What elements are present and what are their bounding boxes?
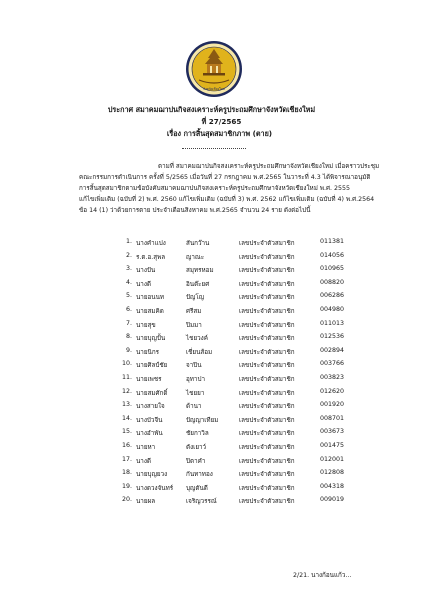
member-first-name: นางดี <box>136 457 152 465</box>
member-row <box>0 347 423 360</box>
member-first-name: นางสายใจ <box>136 403 165 411</box>
member-number: 4. <box>125 278 132 286</box>
member-id-label: เลขประจำตัวสมาชิก <box>239 335 295 343</box>
member-row <box>0 252 423 265</box>
member-number: 5. <box>125 292 132 300</box>
member-row <box>0 333 423 346</box>
member-id: 008820 <box>320 278 345 286</box>
member-id: 004980 <box>320 306 345 313</box>
member-id: 003823 <box>320 374 345 381</box>
member-row <box>0 320 423 333</box>
body-line-5: ข้อ 14 (1) ว่าด้วยการตาย ประจำเดือนสิงหาคม พ.ศ.2565 จำนวน 24 ราย ดังต่อไปนี้ <box>79 207 311 214</box>
member-last-name: ไชยวงค์ <box>186 335 208 343</box>
member-number: 12. <box>121 387 132 395</box>
member-id: 002894 <box>320 346 345 354</box>
member-last-name: อินต๊ะยศ <box>186 280 210 288</box>
seal-caption: จังหวัดเชียงใหม่ <box>203 87 225 91</box>
member-last-name: สมุทรหอม <box>186 267 214 275</box>
member-id: 008701 <box>320 414 345 422</box>
member-last-name: ตังเยาว์ <box>186 444 207 451</box>
member-last-name: บุญตันดี <box>186 484 208 492</box>
member-id: 012536 <box>320 333 345 341</box>
member-row <box>0 483 423 496</box>
member-id: 012001 <box>320 455 345 463</box>
member-number: 19. <box>121 482 132 490</box>
member-number: 14. <box>121 414 132 422</box>
announcement-title: ประกาศ สมาคมฌาปนกิจสงเคราะห์ครูประถมศึกษาจังหวัดเชียงใหม่ <box>107 105 316 114</box>
member-id-label: เลขประจำตัวสมาชิก <box>239 294 295 302</box>
member-number: 1. <box>125 238 132 245</box>
body-line-3: การสิ้นสุดสมาชิกตามข้อบังคับสมาคมฌาปนกิจสงเคราะห์ครูประถมศึกษาจังหวัดเชียงใหม่ พ.ศ. 2555 <box>79 185 351 192</box>
member-first-name: นางดี <box>136 280 152 288</box>
member-number: 20. <box>121 496 132 504</box>
member-row <box>0 265 423 278</box>
member-id: 003766 <box>320 360 345 368</box>
member-number: 10. <box>121 360 132 368</box>
member-first-name: นางอำพัน <box>136 430 163 438</box>
member-first-name: นายเพชร <box>136 376 162 383</box>
body-line-1: ตามที่ สมาคมฌาปนกิจสงเคราะห์ครูประถมศึกษาจังหวัดเชียงใหม่ เมื่อคราวประชุม <box>158 163 380 170</box>
member-row <box>0 428 423 441</box>
member-id-label: เลขประจำตัวสมาชิก <box>239 253 295 261</box>
member-last-name: ชัยกาวิล <box>186 430 209 438</box>
member-row <box>0 238 423 251</box>
member-last-name: จาปิน <box>186 362 202 370</box>
member-row <box>0 415 423 428</box>
member-id-label: เลขประจำตัวสมาชิก <box>239 321 295 329</box>
member-number: 6. <box>125 306 132 313</box>
body-line-2: คณะกรรมการดำเนินการ ครั้งที่ 5/2565 เมื่อวันที่ 27 กรกฎาคม พ.ศ.2565 ในวาระที่ 4.3 ได้พิจารณาอนุมัติ <box>79 174 371 181</box>
member-first-name: นายอนนท <box>136 294 165 302</box>
member-first-name: นางคำแปง <box>136 240 166 247</box>
body-line-4: แก้ไขเพิ่มเติม (ฉบับที่ 2) พ.ศ. 2560 แก้ไขเพิ่มเติม (ฉบับที่ 3) พ.ศ. 2562 แก้ไขเพิ่มเติม (ฉบับที่ 4) พ.ศ.2564 <box>79 196 375 203</box>
member-id-label: เลขประจำตัวสมาชิก <box>239 376 295 383</box>
announcement-number: ที่ 27/2565 <box>201 117 242 126</box>
member-first-name: นายนิกร <box>136 348 160 356</box>
member-id: 012808 <box>320 469 345 477</box>
member-id: 010965 <box>320 265 345 273</box>
member-first-name: นางปัน <box>136 267 156 275</box>
member-first-name: นายสมคิด <box>136 308 164 315</box>
member-row <box>0 401 423 414</box>
member-id-label: เลขประจำตัวสมาชิก <box>239 457 295 465</box>
member-row <box>0 279 423 292</box>
member-row <box>0 292 423 305</box>
member-first-name: นายหา <box>136 444 156 451</box>
member-id-label: เลขประจำตัวสมาชิก <box>239 416 295 424</box>
member-row <box>0 469 423 482</box>
member-number: 18. <box>121 469 132 477</box>
member-number: 17. <box>121 455 132 463</box>
member-id: 011013 <box>320 319 345 327</box>
continuation-note: 2/21. นางก้อนแก้ว... <box>293 572 352 579</box>
member-id: 001475 <box>320 442 345 449</box>
member-id: 006286 <box>320 292 345 300</box>
member-id-label: เลขประจำตัวสมาชิก <box>239 267 295 275</box>
member-id: 014056 <box>320 251 345 259</box>
member-id-label: เลขประจำตัวสมาชิก <box>239 389 295 397</box>
member-id-label: เลขประจำตัวสมาชิก <box>239 498 295 506</box>
member-last-name: ญาณะ <box>186 253 205 261</box>
member-last-name: ไชยยา <box>186 389 205 397</box>
member-row <box>0 306 423 319</box>
member-last-name: เจริญวรรณ์ <box>186 498 217 506</box>
member-number: 16. <box>121 442 132 449</box>
member-id: 004318 <box>320 482 345 490</box>
member-first-name: นายศิลป์ชัย <box>136 362 168 370</box>
member-id-label: เลขประจำตัวสมาชิก <box>239 471 295 479</box>
member-id-label: เลขประจำตัวสมาชิก <box>239 240 295 247</box>
dotted-divider <box>182 148 246 149</box>
member-first-name: นายผล <box>136 498 156 506</box>
member-number: 8. <box>125 333 132 341</box>
member-last-name: ศรีสม <box>186 308 202 315</box>
member-id: 001920 <box>320 401 345 409</box>
member-last-name: กันทาทอง <box>186 471 213 479</box>
member-id-label: เลขประจำตัวสมาชิก <box>239 430 295 438</box>
member-number: 11. <box>121 374 132 381</box>
member-first-name: นายสมศักดิ์ <box>136 389 168 397</box>
member-row <box>0 388 423 401</box>
member-id-label: เลขประจำตัวสมาชิก <box>239 484 295 492</box>
member-first-name: นางบัวจีน <box>136 416 163 424</box>
member-number: 13. <box>121 401 132 409</box>
member-last-name: ปัญญาเทียม <box>186 416 219 424</box>
member-first-name: นางดวงจันทร์ <box>136 484 174 492</box>
association-seal-logo <box>185 40 243 98</box>
member-last-name: ปิตาคำ <box>186 457 206 465</box>
member-last-name: ปิมมา <box>186 321 202 329</box>
member-last-name: ปัญโญ <box>186 294 205 302</box>
member-id-label: เลขประจำตัวสมาชิก <box>239 444 295 451</box>
member-first-name: ร.ต.อ.สุพล <box>136 253 166 261</box>
member-id-label: เลขประจำตัวสมาชิก <box>239 403 295 411</box>
member-id: 011381 <box>320 238 345 245</box>
member-first-name: นายบุญยวง <box>136 471 168 479</box>
member-id: 012620 <box>320 387 345 395</box>
member-id: 003673 <box>320 428 345 436</box>
member-last-name: เชี่ยนส้อม <box>186 348 213 356</box>
member-last-name: สันกว๊าน <box>186 240 210 247</box>
member-last-name: ด้านา <box>186 403 202 411</box>
member-id-label: เลขประจำตัวสมาชิก <box>239 362 295 370</box>
member-first-name: นายสุข <box>136 321 156 329</box>
member-row <box>0 496 423 509</box>
member-number: 7. <box>125 319 132 327</box>
member-id-label: เลขประจำตัวสมาชิก <box>239 348 295 356</box>
member-number: 2. <box>125 251 132 259</box>
member-row <box>0 360 423 373</box>
member-number: 3. <box>125 265 132 273</box>
member-number: 9. <box>125 346 132 354</box>
member-first-name: นายบุญปั้น <box>136 335 166 343</box>
member-last-name: อุทาปา <box>186 376 206 383</box>
member-number: 15. <box>121 428 132 436</box>
member-row <box>0 374 423 387</box>
member-row <box>0 456 423 469</box>
announcement-subject: เรื่อง การสิ้นสุดสมาชิกภาพ (ตาย) <box>166 129 273 138</box>
member-id: 009019 <box>320 496 345 504</box>
member-id-label: เลขประจำตัวสมาชิก <box>239 280 295 288</box>
member-row <box>0 442 423 455</box>
member-id-label: เลขประจำตัวสมาชิก <box>239 308 295 315</box>
